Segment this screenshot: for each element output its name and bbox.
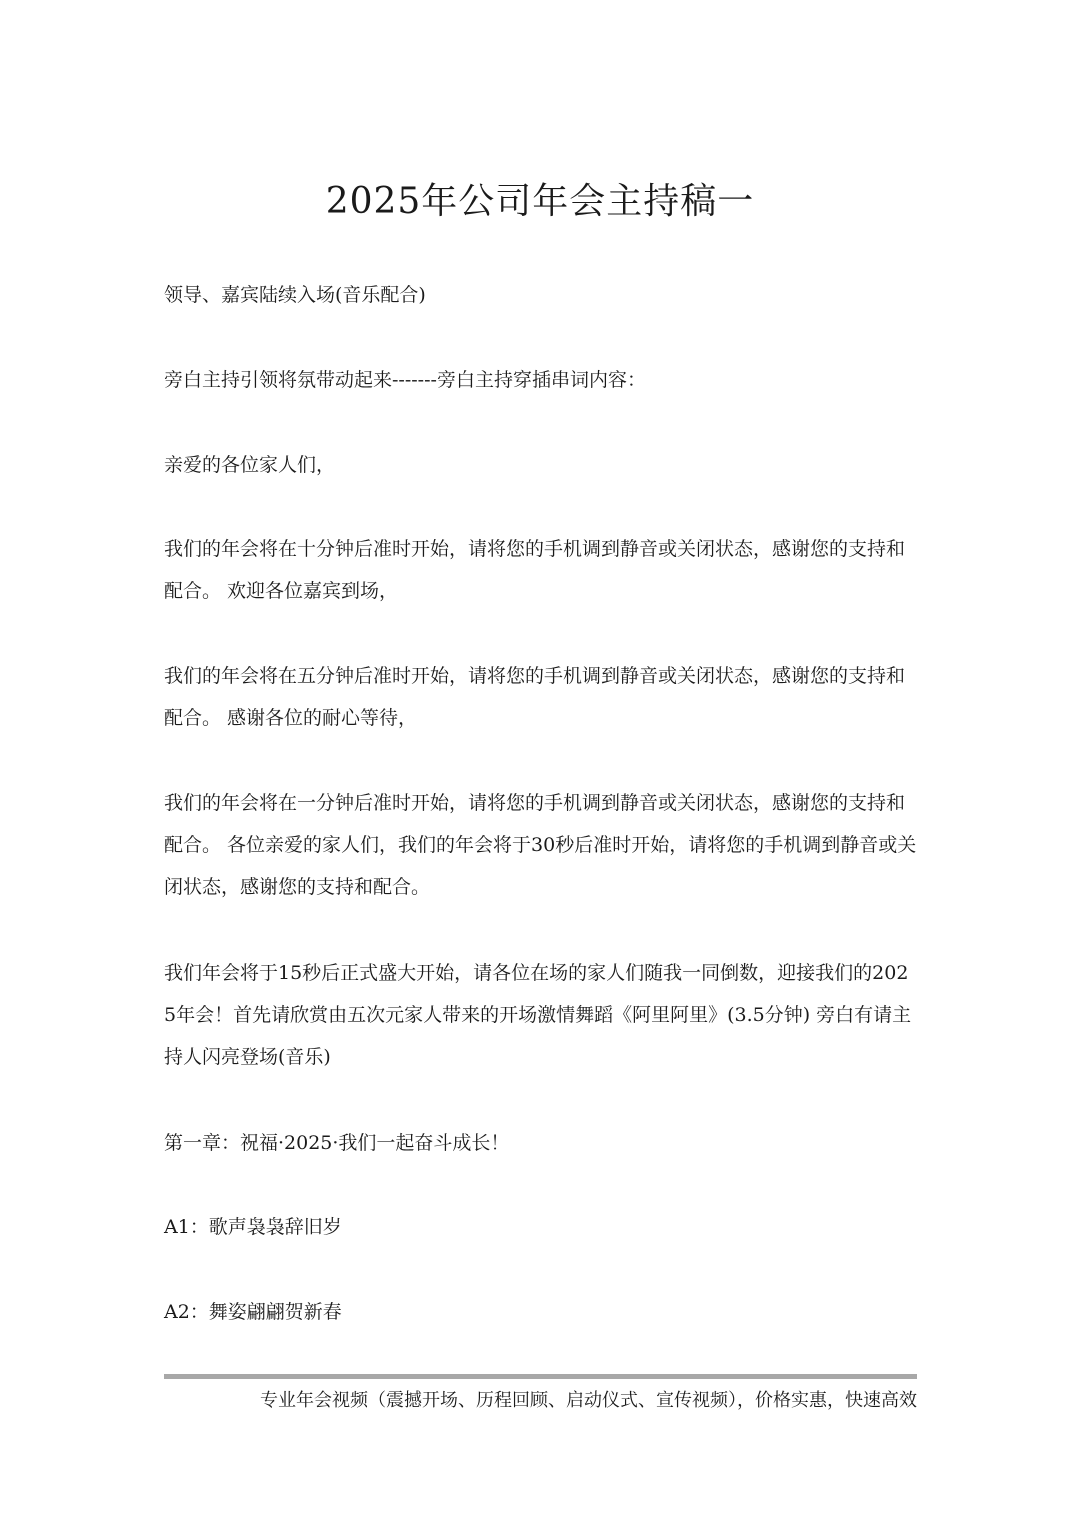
line-a2: A2：舞姿翩翩贺新春 [164, 1301, 342, 1323]
paragraph-greeting: 亲爱的各位家人们， [164, 454, 336, 476]
paragraph-ten-minutes: 我们的年会将在十分钟后准时开始，请将您的手机调到静音或关闭状态，感谢您的支持和配合。 欢迎各位嘉宾到场， [164, 538, 906, 602]
paragraph-countdown: 我们年会将于15秒后正式盛大开始，请各位在场的家人们随我一同倒数，迎接我们的2025年会！首先请欣赏由五次元家人带来的开场激情舞蹈《阿里阿里》(3.5分钟) 旁白有请主持人闪亮登场(音乐) [164, 962, 912, 1068]
footer-divider [164, 1374, 917, 1379]
line-a1: A1：歌声袅袅辞旧岁 [164, 1216, 342, 1238]
paragraph-narration-note: 旁白主持引领将氛带动起来-------旁白主持穿插串词内容： [164, 369, 646, 391]
chapter-heading: 第一章：祝福·2025·我们一起奋斗成长！ [164, 1132, 510, 1154]
footer-ad-text: 专业年会视频（震撼开场、历程回顾、启动仪式、宣传视频），价格实惠，快速高效 [260, 1390, 917, 1411]
document-title: 2025年公司年会主持稿一 [325, 181, 755, 222]
paragraph-entrance: 领导、嘉宾陆续入场(音乐配合) [164, 284, 426, 306]
paragraph-one-minute: 我们的年会将在一分钟后准时开始，请将您的手机调到静音或关闭状态，感谢您的支持和配合。 各位亲爱的家人们，我们的年会将于30秒后准时开始，请将您的手机调到静音或关闭状态，感谢您的支持和配合。 [164, 792, 917, 898]
paragraph-five-minutes: 我们的年会将在五分钟后准时开始，请将您的手机调到静音或关闭状态，感谢您的支持和配合。 感谢各位的耐心等待， [164, 665, 906, 729]
